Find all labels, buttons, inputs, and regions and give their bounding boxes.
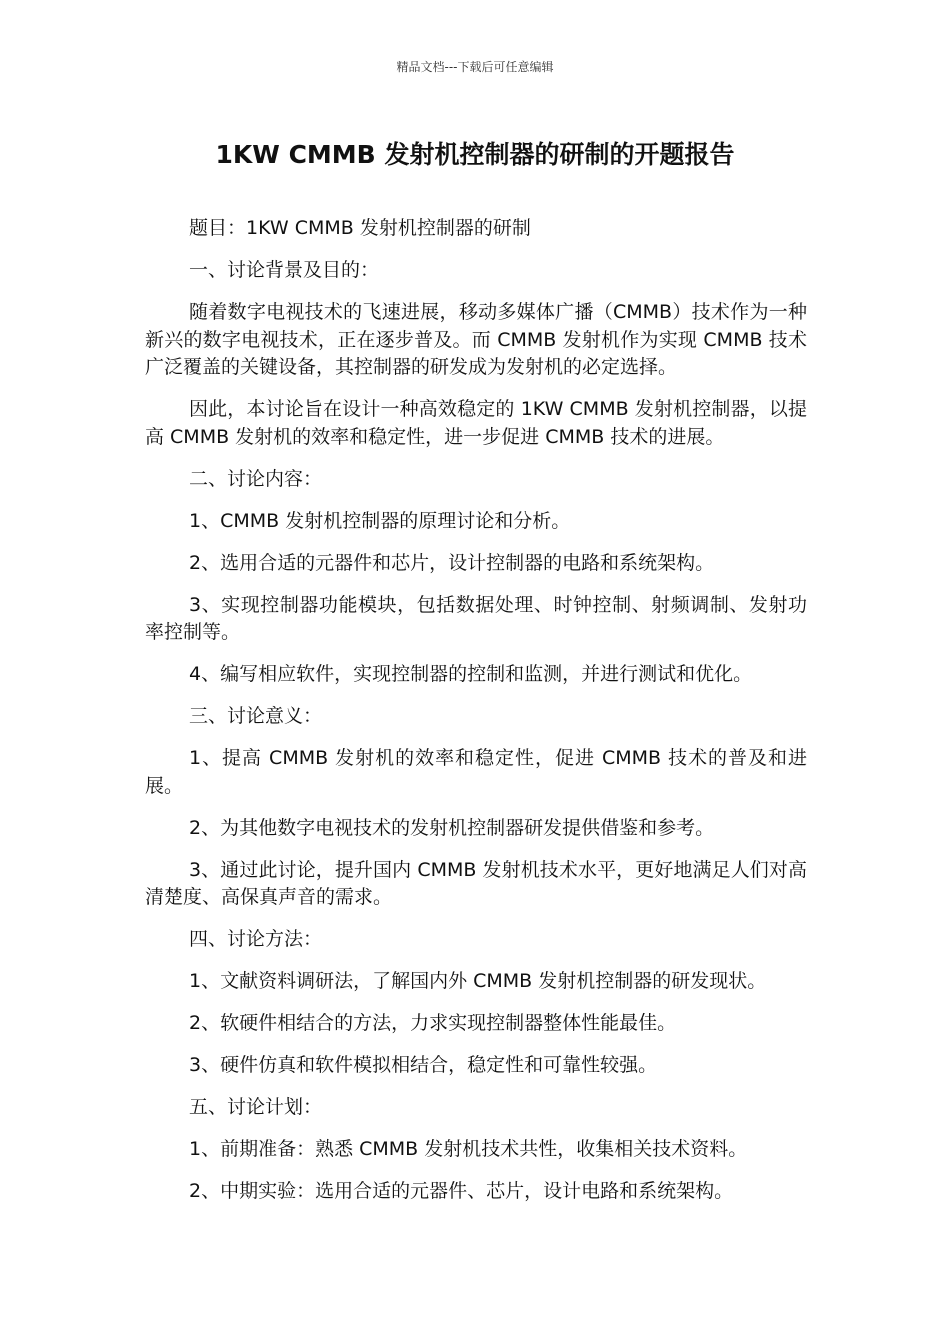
methods-item-2: 2、软硬件相结合的方法，力求实现控制器整体性能最佳。: [189, 1012, 677, 1034]
topic-line: 题目：1KW CMMB 发射机控制器的研制: [189, 217, 531, 239]
section-heading-significance: 三、讨论意义：: [189, 705, 323, 727]
plan-item-2: 2、中期实验：选用合适的元器件、芯片，设计电路和系统架构。: [189, 1180, 734, 1202]
methods-item-3: 3、硬件仿真和软件模拟相结合，稳定性和可靠性较强。: [189, 1054, 658, 1076]
content-item-3: 3、实现控制器功能模块，包括数据处理、时钟控制、射频调制、发射功率控制等。: [145, 593, 807, 643]
significance-item-1: 1、提高 CMMB 发射机的效率和稳定性，促进 CMMB 技术的普及和进展。: [145, 747, 807, 797]
plan-item-1: 1、前期准备：熟悉 CMMB 发射机技术共性，收集相关技术资料。: [189, 1138, 748, 1160]
content-item-4: 4、编写相应软件，实现控制器的控制和监测，并进行测试和优化。: [189, 663, 753, 685]
section-heading-background: 一、讨论背景及目的：: [189, 259, 380, 281]
page-header-note: 精品文档---下载后可任意编辑: [396, 60, 554, 74]
section-heading-methods: 四、讨论方法：: [189, 928, 323, 950]
significance-item-2: 2、为其他数字电视技术的发射机控制器研发提供借鉴和参考。: [189, 816, 715, 839]
content-item-1: 1、CMMB 发射机控制器的原理讨论和分析。: [189, 509, 571, 532]
section-heading-content: 二、讨论内容：: [189, 467, 323, 490]
background-paragraph-2: 因此，本讨论旨在设计一种高效稳定的 1KW CMMB 发射机控制器，以提高 CMMB 发射机的效率和稳定性，进一步促进 CMMB 技术的进展。: [145, 398, 807, 448]
section-heading-plan: 五、讨论计划：: [189, 1096, 323, 1118]
background-paragraph-1: 随着数字电视技术的飞速进展，移动多媒体广播（CMMB）技术作为一种新兴的数字电视技术，正在逐步普及。而 CMMB 发射机作为实现 CMMB 技术广泛覆盖的关键设备，其控制器的研发成为发射机的必定选择。: [145, 301, 807, 378]
document-body: [145, 215, 807, 1220]
methods-item-1: 1、文献资料调研法，了解国内外 CMMB 发射机控制器的研发现状。: [189, 970, 767, 992]
document-title: 1KW CMMB 发射机控制器的研制的开题报告: [215, 140, 735, 169]
significance-item-3: 3、通过此讨论，提升国内 CMMB 发射机技术水平，更好地满足人们对高清楚度、高保真声音的需求。: [145, 858, 807, 908]
content-item-2: 2、选用合适的元器件和芯片，设计控制器的电路和系统架构。: [189, 551, 715, 574]
